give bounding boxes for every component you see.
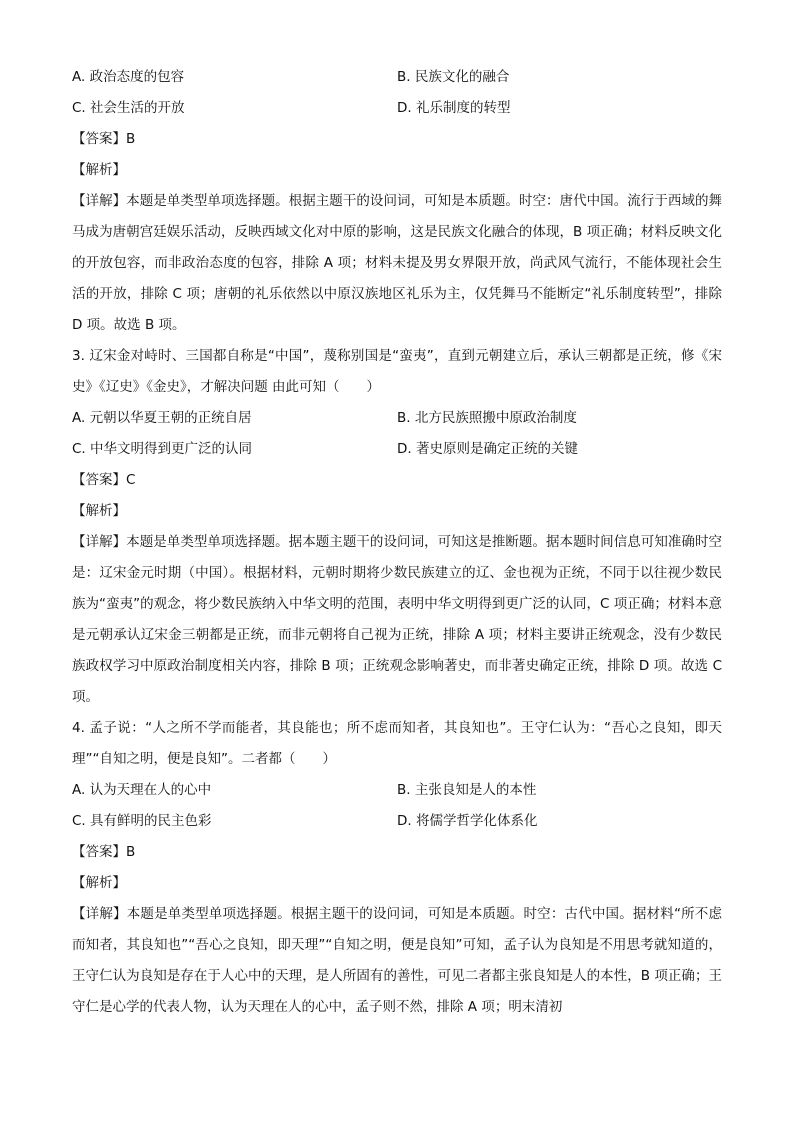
q2-analysis-label: 【解析】 — [72, 162, 126, 178]
q3-option-b: B. 北方民族照搬中原政治制度 — [397, 410, 577, 426]
q3-option-a: A. 元朝以华夏王朝的正统自居 — [72, 410, 252, 426]
document-page — [72, 62, 722, 1023]
q2-options — [72, 62, 722, 124]
q4-option-d: D. 将儒学哲学化体系化 — [397, 813, 538, 829]
q3-option-d: D. 著史原则是确定正统的关键 — [397, 441, 578, 457]
q4-stem: 4. 孟子说：“人之所不学而能者，其良能也；所不虑而知者，其良知也”。王守仁认为：“吾心之良知，即天理”“自知之明，便是良知”。二者都（ ） — [72, 720, 722, 767]
q4-detail: 【详解】本题是单类型单项选择题。根据主题干的设问词，可知是本质题。时空：古代中国。据材料“所不虑而知者，其良知也”“吾心之良知，即天理”“自知之明，便是良知”可知，孟子认为良知是不用思考就知道的，王守仁认为良知是存在于人心中的天理，是人所固有的善性，可见二者都主张良知是人的本性，B 项正确；王守仁是心学的代表人物，认为天理在人的心中，孟子则不然，排除 A 项；明末清初 — [72, 906, 722, 1015]
q3-options — [72, 403, 722, 465]
q2-option-a: A. 政治态度的包容 — [72, 69, 185, 85]
q4-answer: 【答案】B — [72, 844, 136, 860]
q3-answer: 【答案】C — [72, 472, 136, 488]
q4-analysis-label: 【解析】 — [72, 875, 126, 891]
q4-option-c: C. 具有鲜明的民主色彩 — [72, 813, 212, 829]
q2-answer: 【答案】B — [72, 131, 136, 147]
q4-option-a: A. 认为天理在人的心中 — [72, 782, 212, 798]
q2-detail: 【详解】本题是单类型单项选择题。根据主题干的设问词，可知是本质题。时空：唐代中国。流行于西域的舞马成为唐朝宫廷娱乐活动，反映西域文化对中原的影响，这是民族文化融合的体现，B 项正确；材料反映文化的开放包容，而非政治态度的包容，排除 A 项；材料未提及男女界限开放，尚武风气流行，不能体现社会生活的开放，排除 C 项；唐朝的礼乐依然以中原汉族地区礼乐为主，仅凭舞马不能断定“礼乐制度转型”，排除 D 项。故选 B 项。 — [72, 193, 722, 333]
q3-analysis-label: 【解析】 — [72, 503, 126, 519]
q2-option-c: C. 社会生活的开放 — [72, 100, 185, 116]
q2-option-b: B. 民族文化的融合 — [397, 69, 510, 85]
q4-options — [72, 775, 722, 837]
q3-stem: 3. 辽宋金对峙时、三国都自称是“中国”，蔑称别国是“蛮夷”，直到元朝建立后，承认三朝都是正统，修《宋史》《辽史》《金史》，才解决问题 由此可知（ ） — [72, 348, 722, 395]
q4-option-b: B. 主张良知是人的本性 — [397, 782, 537, 798]
q3-detail: 【详解】本题是单类型单项选择题。据本题主题干的设问词，可知这是推断题。据本题时间信息可知准确时空是：辽宋金元时期（中国）。根据材料，元朝时期将少数民族建立的辽、金也视为正统，不同于以往视少数民族为“蛮夷”的观念，将少数民族纳入中华文明的范围，表明中华文明得到更广泛的认同，C 项正确；材料本意是元朝承认辽宋金三朝都是正统，而非元朝将自己视为正统，排除 A 项；材料主要讲正统观念，没有少数民族政权学习中原政治制度相关内容，排除 B 项；正统观念影响著史，而非著史确定正统，排除 D 项。故选 C 项。 — [72, 534, 722, 705]
q2-option-d: D. 礼乐制度的转型 — [397, 100, 511, 116]
q3-option-c: C. 中华文明得到更广泛的认同 — [72, 441, 253, 457]
